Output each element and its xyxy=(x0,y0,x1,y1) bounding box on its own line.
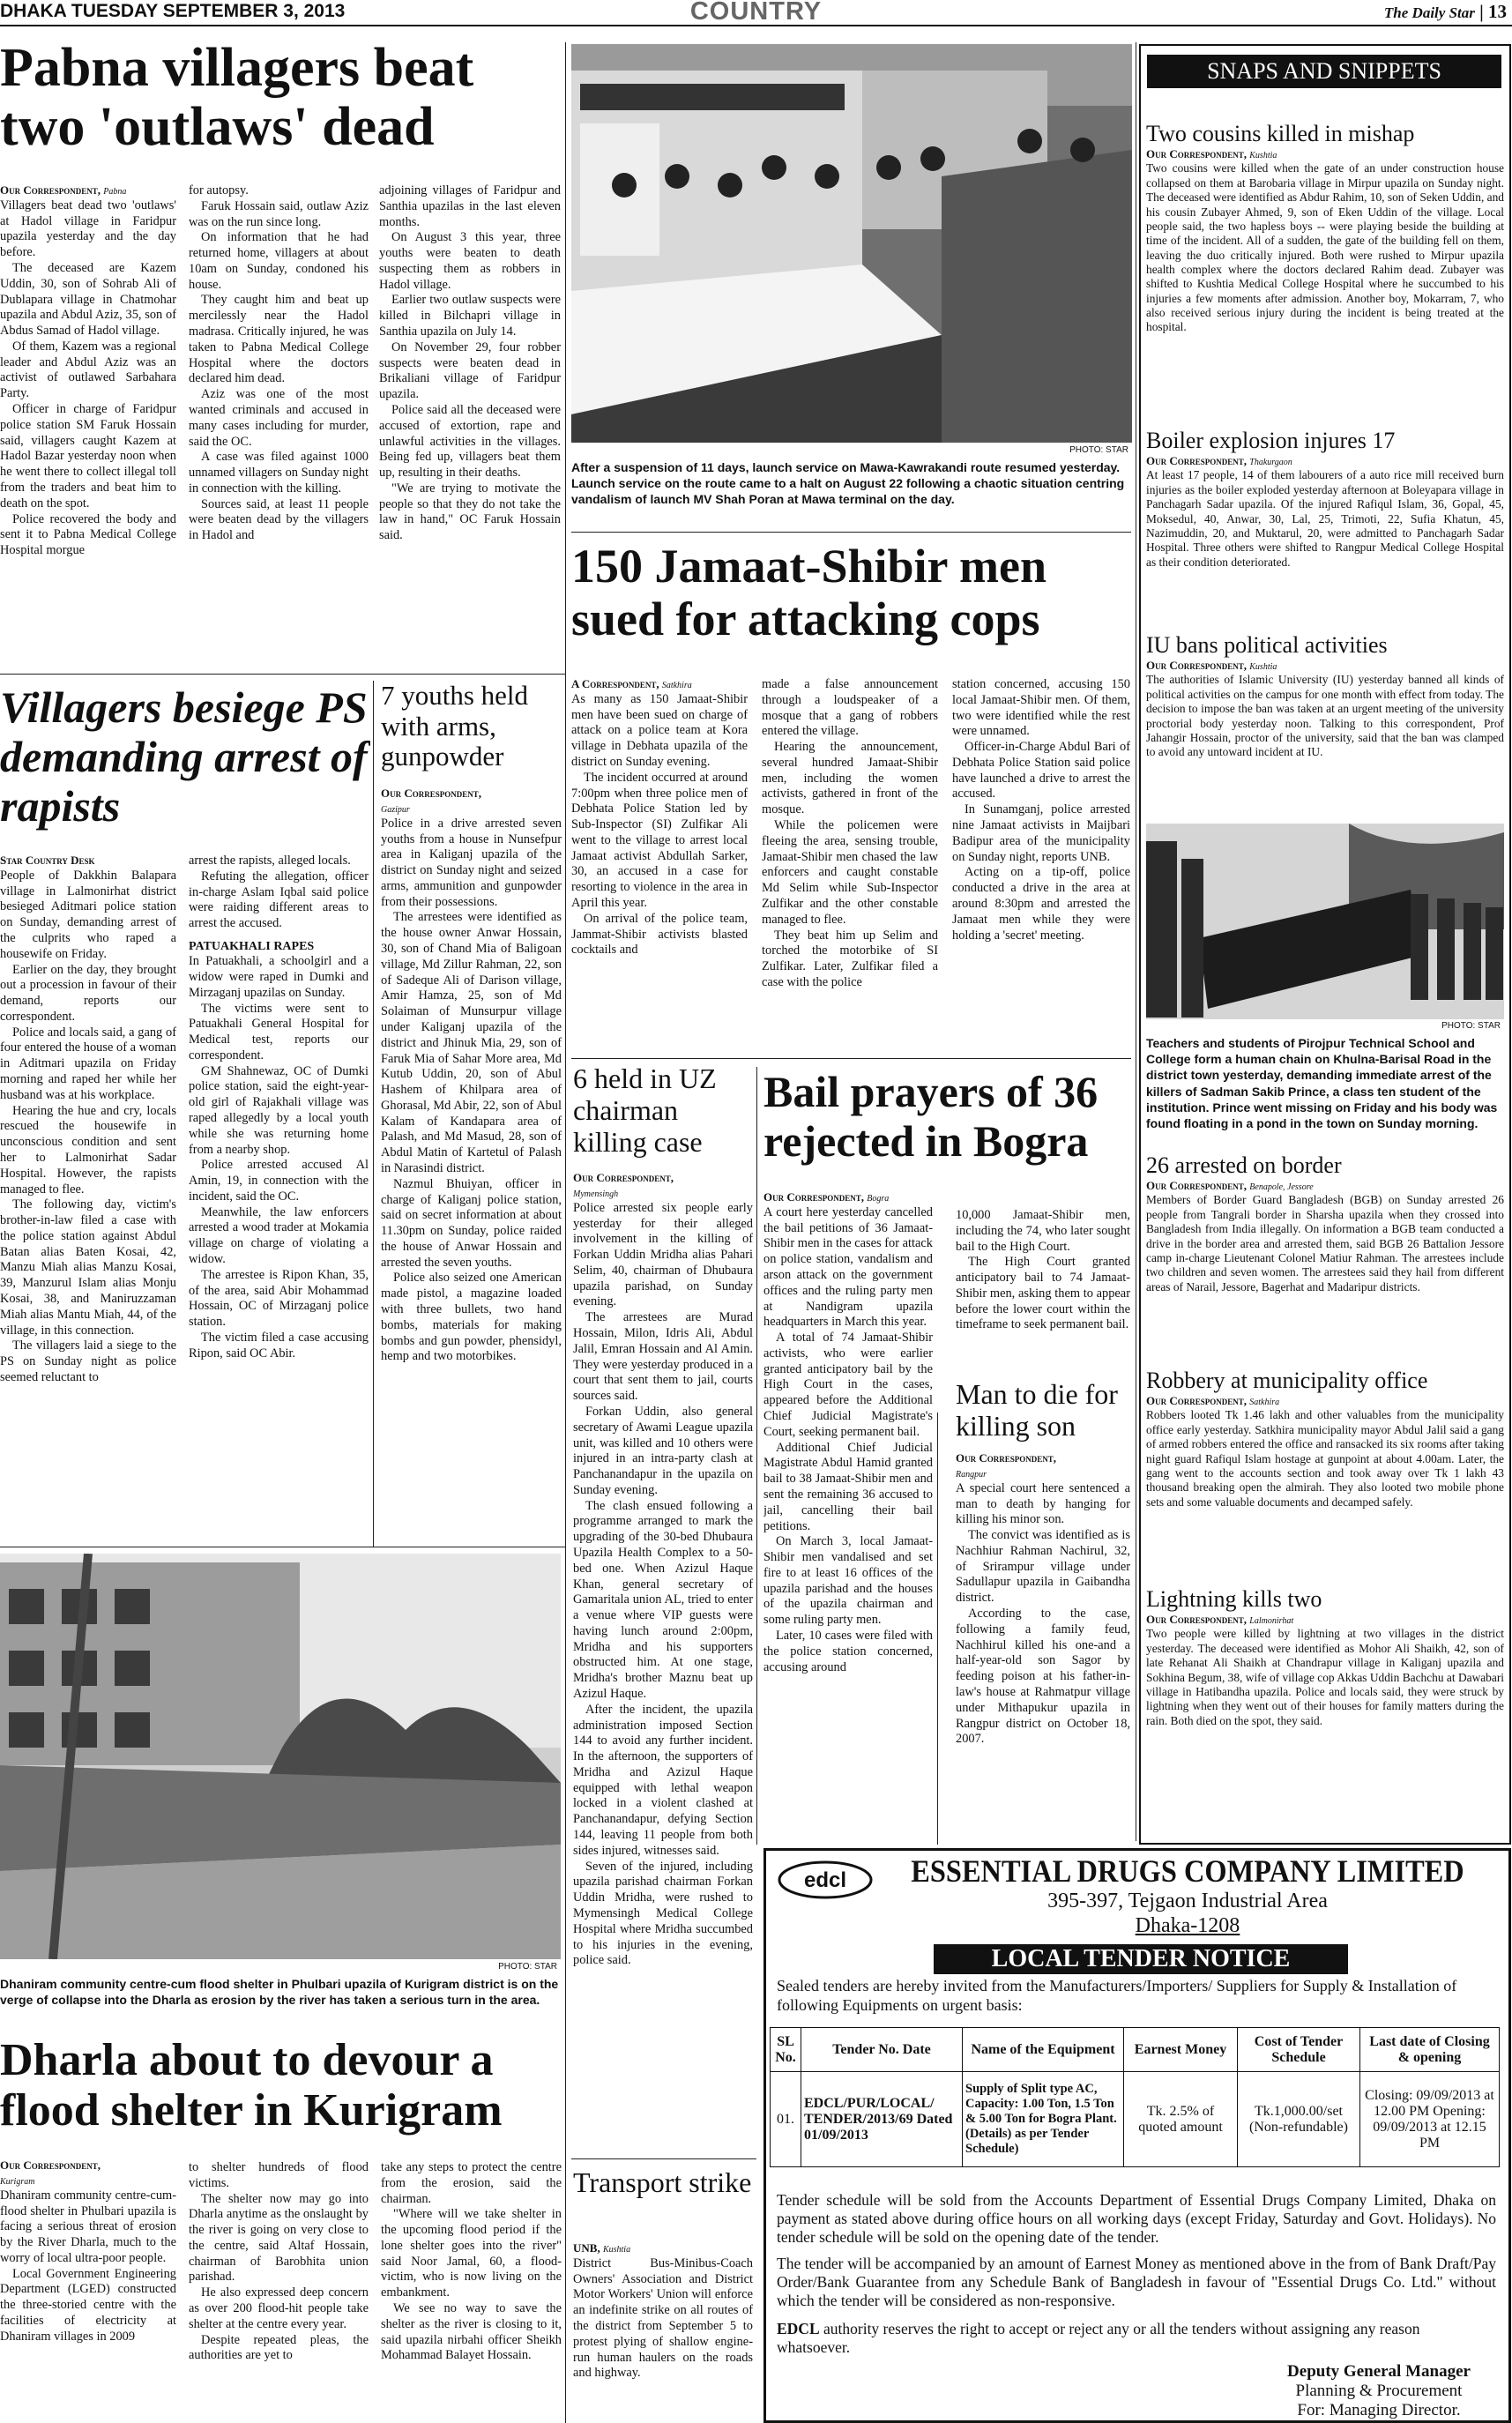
snippet-body: At least 17 people, 14 of them labourers of a auto rice mill received burn injuries as the boiler exploded yesterday afternoon at Boleyapara village in Panchagarh Sadar upazila. Of the injured Rafiqul Islam, 36, Gopal, 45, Moksedul, 40, Anwar, 30, Lal, 25, Trimoti, 22, Sufia Khatun, 45, Nazimuddin, 20, and Muktarul, 20, were admitted to Panchagarh Sadar Hospital. Three others were shifted to Rangpur Medical College Hospital as their condition deteriorated. xyxy=(1146,468,1504,569)
page-header xyxy=(0,0,1512,26)
table-cell: Supply of Split type AC, Capacity: 1.00 Ton, 1.5 Ton & 5.00 Ton for Bogra Plant. (Details) as per Tender Schedule) xyxy=(963,2072,1124,2167)
tender-table-grid xyxy=(770,2027,1500,2167)
signatory-dept: Planning & Procurement xyxy=(1295,2381,1463,2400)
snippet-body: Robbers looted Tk 1.46 lakh and other valuables from the municipality office early yesterday. Satkhira municipality mayor Abdul Jalil said a gang of armed robbers entered the office and ransacked its six rooms after taking night guard Rafiqul Islam hostage at gunpoint at about 4.00am. Later, the gang went to the accounts section and took away over Tk 1 lakh 43 thousand breaking open the almirah. They also looted two mobile phone sets and some valuable documents and decamped safely. xyxy=(1146,1408,1504,1509)
snippet-iu xyxy=(1146,633,1504,818)
article-pabna-col1 xyxy=(0,183,176,673)
launch-photo xyxy=(571,44,1132,443)
snippet-lightning xyxy=(1146,1587,1504,1834)
byline: Star Country Desk xyxy=(0,854,95,867)
notice-intro: Sealed tenders are hereby invited from the Manufacturers/Importers/ Suppliers for Supply & Installation of following Equipments on urgent basis: xyxy=(777,1977,1457,2014)
snippet-headline: Two cousins killed in mishap xyxy=(1146,122,1415,146)
article-body: A court here yesterday cancelled the bail petitions of 36 Jamaat-Shibir men in the cases for attack on police station, vandalism and arson attack on the government offices and the ruling party men at Nandigram upazila headquarters in March this year. A total of 74 Jamaat-Shibir activists, who were earlier granted anticipatory bail by the High Court in the cases, appeared before the Additional Chief Judicial Magistrate's Court, seeking permanent bail. Additional Chief Judicial Magistrate Abdul Hamid granted bail to 38 Jamaat-Shibir men and sent the remaining 36 accused to jail, cancelling their bail petitions. On March 3, local Jamaat-Shibir men vandalised and set fire to at least 16 offices of the upazila parishad and the houses of the upazila chairman and some ruling party men. Later, 10 cases were filed with the police station concerned, accusing around xyxy=(763,1204,933,1674)
signatory-title: Deputy General Manager xyxy=(1287,2362,1471,2381)
masthead-name: The Daily Star xyxy=(1383,4,1475,21)
snippet-boiler xyxy=(1146,429,1504,640)
table-cell: 01. xyxy=(771,2072,801,2167)
flood-shelter-photo xyxy=(0,1554,561,1959)
article-body: Police arrested six people early yesterday for their alleged involvement in the killing of Forkan Uddin Mridha alias Pahari Selim, 40, chairman of Dhubaura upazila parishad, on Sunday evening. The arrestees are Murad Hossain, Milon, Idris Ali, Abdul Jalil, Emran Hossain and Al Amin. They were yesterday produced in a court that sent them to jail, courts sources said. Forkan Uddin, also general secretary of Awami League upazila unit, was killed and 10 others were injured in an intra-party clash at Panchanandapur in the upazila on Sunday evening. The clash ensued following a programme arranged to mark the upgrading of the 30-bed Dhubaura Upazila Health Complex to a 50-bed one. When Azizul Haque Khan, general secretary of Gamaritala union AL, tried to enter a venue where VIP guests were having lunch around 2:00pm, Mridha and his supporters obstructed him. At one stage, Mridha's brother Maznu beat up Azizul Haque. After the incident, the upazila administration imposed Section 144 to avoid any further incident. In the afternoon, the supporters of Mridha and Azizul Haque equipped with lethal weapon locked in a violent clashed at Panchanandapur, defying Section 144, leaving 11 people from both sides injured, witnesses said. Seven of the injured, including upazila parishad chairman Forkan Uddin Mridha, were rushed to Mymensingh Medical College Hospital where Mridha succumbed to his injuries in the evening, police said. xyxy=(573,1200,753,1968)
column-header: SL No. xyxy=(771,2028,801,2072)
byline: Our Correspondent, Benapole, Jessore xyxy=(1146,1178,1314,1192)
article-transport xyxy=(573,2241,753,2421)
article-besiege-col1 xyxy=(0,854,176,1546)
company-address: 395-397, Tejgaon Industrial Area xyxy=(1047,1890,1328,1912)
snippet-border xyxy=(1146,1153,1504,1365)
tender-table xyxy=(770,2027,1500,2167)
table-cell: Closing: 09/09/2013 at 12.00 PM Opening: 09/09/2013 at 12.15 PM xyxy=(1360,2072,1500,2167)
headline-bail: Bail prayers of 36 rejected in Bogra xyxy=(763,1067,1099,1166)
notice-paragraph: The tender will be accompanied by an amount of Earnest Money as mentioned above in the from of Bank Draft/Pay Order/Bank Guarantee from any Schedule Bank of Bangladesh in favour of "Essential Drugs Co. Ltd." without which the tender will be considered as non-responsive. xyxy=(777,2255,1496,2309)
article-body: Police in a drive arrested seven youths from a house in Nunsefpur area in Kaliganj upazila of the district on Sunday night and seized arms, ammunition and gunpowder from their possessions. The arrestees were identified as the house owner Anwar Hossain, 30, son of Chand Mia of Baligoan village, Md Zillur Rahman, 22, son of Sadeque Ali of Darison village, Amir Hamza, 25, son of Md Solaiman of Munsurpur village under Kaliganj upazila of the district and Jhinuk Mia, 29, son of Faruk Mia of Sahar More area, Md Kutub Uddin, 20, son of Abul Hashem of Khilpara area of Ghorasal, Md Abir, 22, son of Abul Kalam of Kandapara area of Palash, and Md Masud, 28, son of Abdul Matin of Kartetul of Palash in Narasindi district. Nazmul Bhuiyan, officer in charge of Kaliganj police station, said on secret information at about 11.30pm on Sunday, police raided the house of Anwar Hossain and arrested the seven youths. Police also seized one American made pistol, a magazine loaded with three bullets, two hand bombs, materials for making bombs and gun powder, phensidyl, hemp and two motorbikes. xyxy=(381,816,562,1364)
tender-notice-ad xyxy=(763,1848,1511,2423)
snippet-body: Members of Border Guard Bangladesh (BGB) on Sunday arrested 26 people from Tangrali border in Sharsha upazila when they crossed into Bangladesh from India illegally. On information a BGB team conducted a drive in the border area and arrested them, said BGB 26 Battalion Jessore camp in-charge Lieutenant Colonel Matiur Rahman. The arrestees include two children and seven women. The arrestees said they hail from different areas of Narail, Jessore, Bagerhat and Madaripur districts. xyxy=(1146,1193,1504,1294)
snippet-headline: Robbery at municipality office xyxy=(1146,1368,1428,1393)
column-header: Earnest Money xyxy=(1124,2028,1238,2072)
article-shibir-col1 xyxy=(571,677,748,1056)
snippet-headline: IU bans political activities xyxy=(1146,633,1388,658)
byline: Our Correspondent, Gazipur xyxy=(381,787,482,815)
article-body: District Bus-Minibus-Coach Owners' Association and District Motor Workers' Union will enforce an indefinite strike on all routes of the district from September 5 to protest plying of shallow engine-run human haulers on the roads and highway. xyxy=(573,2255,753,2381)
section-rule xyxy=(0,674,565,675)
article-body: As many as 150 Jamaat-Shibir men have been sued on charge of attack on a police team at Kora village in Debhata upazila of the district on Sunday evening. The incident occurred at around 7:00pm when three police men of Debhata Police Station led by Sub-Inspector (SI) Zulfikar Ali went to the village to arrest local Jamaat activist Abdullah Sarker, 30, an accused in a case for resorting to violence in the area in April this year. On arrival of the police team, Jammat-Shibir activists blasted cocktails and xyxy=(571,691,748,958)
section-rule xyxy=(571,1058,1131,1059)
snippet-robbery xyxy=(1146,1368,1504,1584)
article-bail-col2: 10,000 Jamaat-Shibir men, including the 74, who later sought bail to the High Court. The High Court granted anticipatory bail to 74 Jamaat-Shibir men, asking them to appear before the lower court within the timeframe to seek permanent bail. xyxy=(956,1208,1130,1332)
snippet-body: Two cousins were killed when the gate of an under construction house collapsed on them at Barobaria village in Mirpur upazila on Sunday night. The deceased were identified as Abdur Rahim, 10, son of Seken Uddin, and his cousin Zubayer Ahmed, 9, son of Eken Uddin of the village. Local people said, the two hapless boys -- were playing beside the building at time of the incident. All of a sudden, the gate of the building fell on them, leaving the duo critically injured. Both were rushed to Mirpur upazila health complex where the doctors declared Rahim dead. Zubayer was shifted to Kushtia Medical College Hospital where he succumbed to his injuries a few moments after admission. Another boy, Mokarram, 7, who also received serious injury during the incident is being treated at the hospital. xyxy=(1146,161,1504,334)
article-uz xyxy=(573,1171,753,2157)
column-rule xyxy=(937,1413,938,1845)
human-chain-photo xyxy=(1146,824,1504,1019)
snippet-headline: 26 arrested on border xyxy=(1146,1153,1342,1178)
byline: A Correspondent, Satkhira xyxy=(571,677,692,690)
table-header-row xyxy=(771,2028,1500,2072)
launch-photo-image xyxy=(571,44,1132,443)
company-city: Dhaka-1208 xyxy=(1135,1914,1240,1937)
column-rule xyxy=(373,681,374,1547)
column-rule xyxy=(756,1067,757,1845)
column-header: Last date of Closing & opening xyxy=(1360,2028,1500,2072)
byline: UNB, Kushtia xyxy=(573,2241,631,2255)
byline: Our Correspondent, Rangpur xyxy=(956,1451,1057,1480)
byline: Our Correspondent, Pabna xyxy=(0,183,127,197)
human-chain-photo-image xyxy=(1146,824,1504,1019)
headline-pabna: Pabna villagers beat two 'outlaws' dead xyxy=(0,39,474,157)
headline-transport: Transport strike xyxy=(573,2167,752,2198)
headline-dharla: Dharla about to devour a flood shelter in Kurigram xyxy=(0,2035,503,2136)
byline: Our Correspondent, Kushtia xyxy=(1146,658,1277,672)
company-name: ESSENTIAL DRUGS COMPANY LIMITED xyxy=(911,1853,1464,1889)
column-rule xyxy=(565,42,566,2423)
edcl-logo xyxy=(777,1860,874,1900)
notice-paragraph: Tender schedule will be sold from the Accounts Department of Essential Drugs Company Limited, Dhaka on payment as stated above during office hours on all working days (except Friday, Saturday and Govt. Holidays). No tender schedule will be sold on the opening date of the tender. xyxy=(777,2191,1496,2246)
photo-caption: Dhaniram community centre-cum flood shelter in Phulbari upazila of Kurigram district is on the verge of collapse into the Dharla as erosion by the river has taken a serious turn in the area. xyxy=(0,1977,559,2008)
photo-credit: PHOTO: STAR xyxy=(1069,445,1128,455)
photo-credit: PHOTO: STAR xyxy=(1441,1021,1501,1031)
headline-youths: 7 youths held with arms, gunpowder xyxy=(381,681,529,772)
page-number: 13 xyxy=(1488,1,1507,22)
flood-shelter-photo-image xyxy=(0,1554,561,1959)
article-body: People of Dakkhin Balapara village in Lalmonirhat district besieged Aditmari police station on Sunday, demanding arrest of the culprits who raped a housewife on Friday. Earlier on the day, they brought out a procession in favour of their demand, reports our correspondent. Police and locals said, a gang of four entered the house of a woman in Aditmari upazila on Friday morning and raped her while her husband was at his workplace. Hearing the hue and cry, locals rescued the housewife in unconscious condition and sent her to Lalmonirhat Sadar Hospital. However, the rapists managed to flee. The following day, victim's brother-in-law filed a case with the police station against Abdul Batan alias Baten Kosai, 42, Manzu Miah alias Manzu Kosai, 39, Manzurul Islam alias Monju Kosai, 38, and Maniruzzaman Miah alias Mantu Miah, 44, of the village, in this connection. The villagers laid a siege to the PS on Sunday night as police seemed reluctant to xyxy=(0,868,176,1384)
article-body: A special court here sentenced a man to death by hanging for killing his minor son. The convict was identified as is Nachhiur Rahman Nachirul, 32, of Srirampur village under Sadullapur upazila in Gaibandha district. According to the case, following a family feud, Nachhirul killed his one-and a half-year-old son Sagor by feeding poison at his father-in-law's house at Rahmatpur village under Mithapukur upazila in Rangpur district on October 18, 2007. xyxy=(956,1480,1130,1747)
article-body: Villagers beat dead two 'outlaws' at Hadol village in Faridpur upazila yesterday and the day before. The deceased are Kazem Uddin, 30, son of Sohrab Ali of Dublapara village in Chatmohar upazila and Abdul Aziz, 35, son of Abdus Samad of Hadol village. Of them, Kazem was a regional leader and Abdul Aziz was an activist of outlawed Sarbahara Party. Officer in charge of Faridpur police station SM Faruk Hossain said, villagers caught Kazem at Hadol Bazar yesterday noon when he went there to collect illegal toll from the traders and beat him to death on the spot. Police recovered the body and sent it to Pabna Medical College Hospital morgue xyxy=(0,198,176,558)
headline-shibir: 150 Jamaat-Shibir men sued for attacking cops xyxy=(571,540,1047,646)
snippet-headline: Boiler explosion injures 17 xyxy=(1146,429,1396,453)
article-bail-col1 xyxy=(763,1190,933,1843)
photo-credit: PHOTO: STAR xyxy=(498,1962,557,1972)
edcl-logo-icon xyxy=(777,1860,874,1900)
section-title: COUNTRY xyxy=(689,0,823,26)
logo-text: edcl xyxy=(803,1868,847,1892)
snippet-cousins xyxy=(1146,122,1504,467)
byline: Our Correspondent, Kushtia xyxy=(1146,146,1277,160)
article-shibir-col2: made a false announcement through a loudspeaker of a mosque that a gang of robbers entered the village. Hearing the announcement, several hundred Jamaat-Shibir men, including the women activists, gathered in front of the mosque. While the policemen were fleeing the area, sensing trouble, Jamaat-Shibir men chased the law enforcers and caught constable Md Selim while Sub-Inspector Zulfikar and the other constable managed to flee. They beat him up Selim and torched the motorbike of SI Zulfikar. Later, Zulfikar filed a case with the police xyxy=(762,677,938,989)
section-rule xyxy=(571,2158,756,2159)
table-cell: Tk.1,000.00/set (Non-refundable) xyxy=(1238,2072,1360,2167)
photo-caption: Teachers and students of Pirojpur Technical School and College form a human chain on Khulna-Barisal Road in the district town yesterday, demanding immediate arrest of the killers of Sadman Sakib Prince, a class ten student of the institution. Prince went missing on Friday and his body was found floating in a pond in the town on Sunday morning. xyxy=(1146,1036,1498,1130)
headline-uz: 6 held in UZ chairman killing case xyxy=(573,1063,717,1158)
byline: Our Correspondent, Thakurgaon xyxy=(1146,453,1292,467)
column-header: Tender No. Date xyxy=(801,2028,963,2072)
article-man-die xyxy=(956,1451,1130,1843)
headline-besiege: Villagers besiege PS demanding arrest of rapists xyxy=(0,682,368,831)
signatory-for: For: Managing Director. xyxy=(1297,2400,1461,2419)
column-header: Name of the Equipment xyxy=(963,2028,1124,2072)
byline: Our Correspondent, Kurigram xyxy=(0,2158,101,2187)
article-shibir-col3: station concerned, accusing 150 local Jamaat-Shibir men. Of them, two were identified while the rest were unnamed. Officer-in-Charge Abdul Bari of Debhata Police Station said police have launched a drive to arrest the accused. In Sunamganj, police arrested nine Jamaat activists in Maijbari Badipur area of the municipality on Sunday night, reports UNB. Acting on a tip-off, police conducted a drive in the area at around 8:30pm and arrested the Jamaat men while they were holding a 'secret' meeting. xyxy=(952,677,1130,943)
table-row xyxy=(771,2072,1500,2167)
byline: Our Correspondent, Satkhira xyxy=(1146,1393,1280,1407)
headline-man-die: Man to die for killing son xyxy=(956,1379,1118,1442)
date-line: DHAKA TUESDAY SEPTEMBER 3, 2013 xyxy=(0,1,346,21)
byline: Our Correspondent, Lalmonirhat xyxy=(1146,1612,1294,1626)
byline: Our Correspondent, Mymensingh xyxy=(573,1171,674,1199)
notice-paragraph: EDCL authority reserves the right to accept or reject any or all the tenders without assigning any reason whatsoever. xyxy=(777,2320,1420,2356)
snippet-headline: Lightning kills two xyxy=(1146,1587,1322,1612)
article-pabna-col2: for autopsy. Faruk Hossain said, outlaw Aziz was on the run since long. On information that he had returned home, villagers at about 10am on Sunday, condoned his house. They caught him and beat up mercilessly near the Hadol madrasa. Critically injured, he was taken to Pabna Medical College Hospital where the doctors declared him dead. Aziz was one of the most wanted criminals and accused in many cases including for murder, said the OC. A case was filed against 1000 unnamed villagers on Sunday night in connection with the killing. Sources said, at least 11 people were beaten dead by the villagers in Hadol and xyxy=(189,183,369,543)
article-pabna-col3: adjoining villages of Faridpur and Santhia upazilas in the last eleven months. On August 3 this year, three youths were beaten to death suspecting them as robbers in Hadol village. Earlier two outlaw suspects were killed in Bilchapri village in Santhia upazila on July 14. On November 29, four robber suspects were beaten dead in Brikaliani village of Faridpur upazila. Police said all the deceased were accused of extortion, rape and unlawful activities in the villages. Being fed up, villagers beat them up, resulting in their deaths. "We are trying to motivate the people so that they do not take the law in hand," OC Faruk Hossain said. xyxy=(379,183,561,543)
section-rule xyxy=(571,532,1131,533)
article-dharla-col3: take any steps to protect the centre from the erosion, said the chairman. "Where will we take shelter in the upcoming flood period if the lone shelter goes into the river" said Noor Jamal, 60, a flood-victim, who is now living on the embankment. We see no way to save the shelter as the river is closing to it, said upazila nirbahi officer Sheikh Mohammad Balayet Hossain. xyxy=(381,2160,562,2363)
photo-caption: After a suspension of 11 days, launch service on Mawa-Kawrakandi route resumed yesterday. Launch service on the route came to a halt on August 22 following a chaotic situation centring vandalism of launch MV Shah Poran at Mawa terminal on the day. xyxy=(571,460,1125,507)
signature-block xyxy=(1260,2362,1498,2420)
masthead: The Daily Star | 13 xyxy=(1383,1,1507,22)
article-body: Dhaniram community centre-cum-flood shelter in Phulbari upazila is facing a serious threat of erosion by the River Dharla, much to the worry of local ultra-poor people. Local Government Engineering Department (LGED) constructed the three-storied centre with the facilities of electricity at Dhaniram villages in 2009 xyxy=(0,2188,176,2344)
byline: Our Correspondent, Bogra xyxy=(763,1190,890,1204)
article-youths xyxy=(381,787,562,1545)
article-dharla-col1 xyxy=(0,2158,176,2421)
snaps-title: SNAPS AND SNIPPETS xyxy=(1147,55,1501,88)
notice-title: LOCAL TENDER NOTICE xyxy=(934,1944,1348,1974)
article-besiege-col2: arrest the rapists, alleged locals. Refuting the allegation, officer in-charge Aslam Iqbal said police were raiding different areas to arrest the accused. PATUAKHALI RAPES In Patuakhali, a schoolgirl and a widow were raped in Dumki and Mirzaganj upazilas on Sunday. The victims were sent to Patuakhali General Hospital for Medical test, reports our correspondent. GM Shahnewaz, OC of Dumki police station, said the eight-year-old girl of Rajakhali village was raped allegedly by a local youth while she was returning home from a nearby shop. Police arrested accused Al Amin, 19, in connection with the incident, said the OC. Meanwhile, the law enforcers arrested a wood trader at Mokamia village on charge of violating a widow. The arrestee is Ripon Khan, 35, of the area, said Abir Mohammad Hossain, OC of Mirzaganj police station. The victim filed a case accusing Ripon, said OC Abir. xyxy=(189,854,369,1361)
article-dharla-col2: to shelter hundreds of flood victims. The shelter now may go into Dharla anytime as the onslaught by the river is going on very close to the centre, said Altaf Hossain, chairman of Barobhita union parishad. He also expressed deep concern as over 200 flood-hit people take shelter at the centre every year. Despite repeated pleas, the authorities are yet to xyxy=(189,2160,369,2363)
snippet-body: The authorities of Islamic University (IU) yesterday banned all kinds of political activities on the campus for one month with effect from today. The decision to impose the ban was taken at an urgent meeting of the university proctorial body yesterday noon. Talking to this correspondent, Prof Jahangir Hossain, proctor of the university, said that the ban was clamped to avoid any untoward incident at IU. xyxy=(1146,673,1504,759)
table-cell: EDCL/PUR/LOCAL/ TENDER/2013/69 Dated 01/09/2013 xyxy=(801,2072,963,2167)
column-header: Cost of Tender Schedule xyxy=(1238,2028,1360,2072)
table-cell: Tk. 2.5% of quoted amount xyxy=(1124,2072,1238,2167)
snippet-body: Two people were killed by lightning at two villages in the district yesterday. The deceased were identified as Mohor Ali Shaikh, 42, son of late Rehanat Ali Shaikh at Chandrapur village in Kaliganj upazila and Sokhina Begum, 38, wife of village cop Akkas Uddin Bachchu at Dawabari village in Hatibandha upazila. Police and locals said, they were struck by lightning when they went out of their houses for family matters during the rain. Both died on the spot, they said. xyxy=(1146,1627,1504,1727)
subhead: PATUAKHALI RAPES xyxy=(189,939,315,953)
